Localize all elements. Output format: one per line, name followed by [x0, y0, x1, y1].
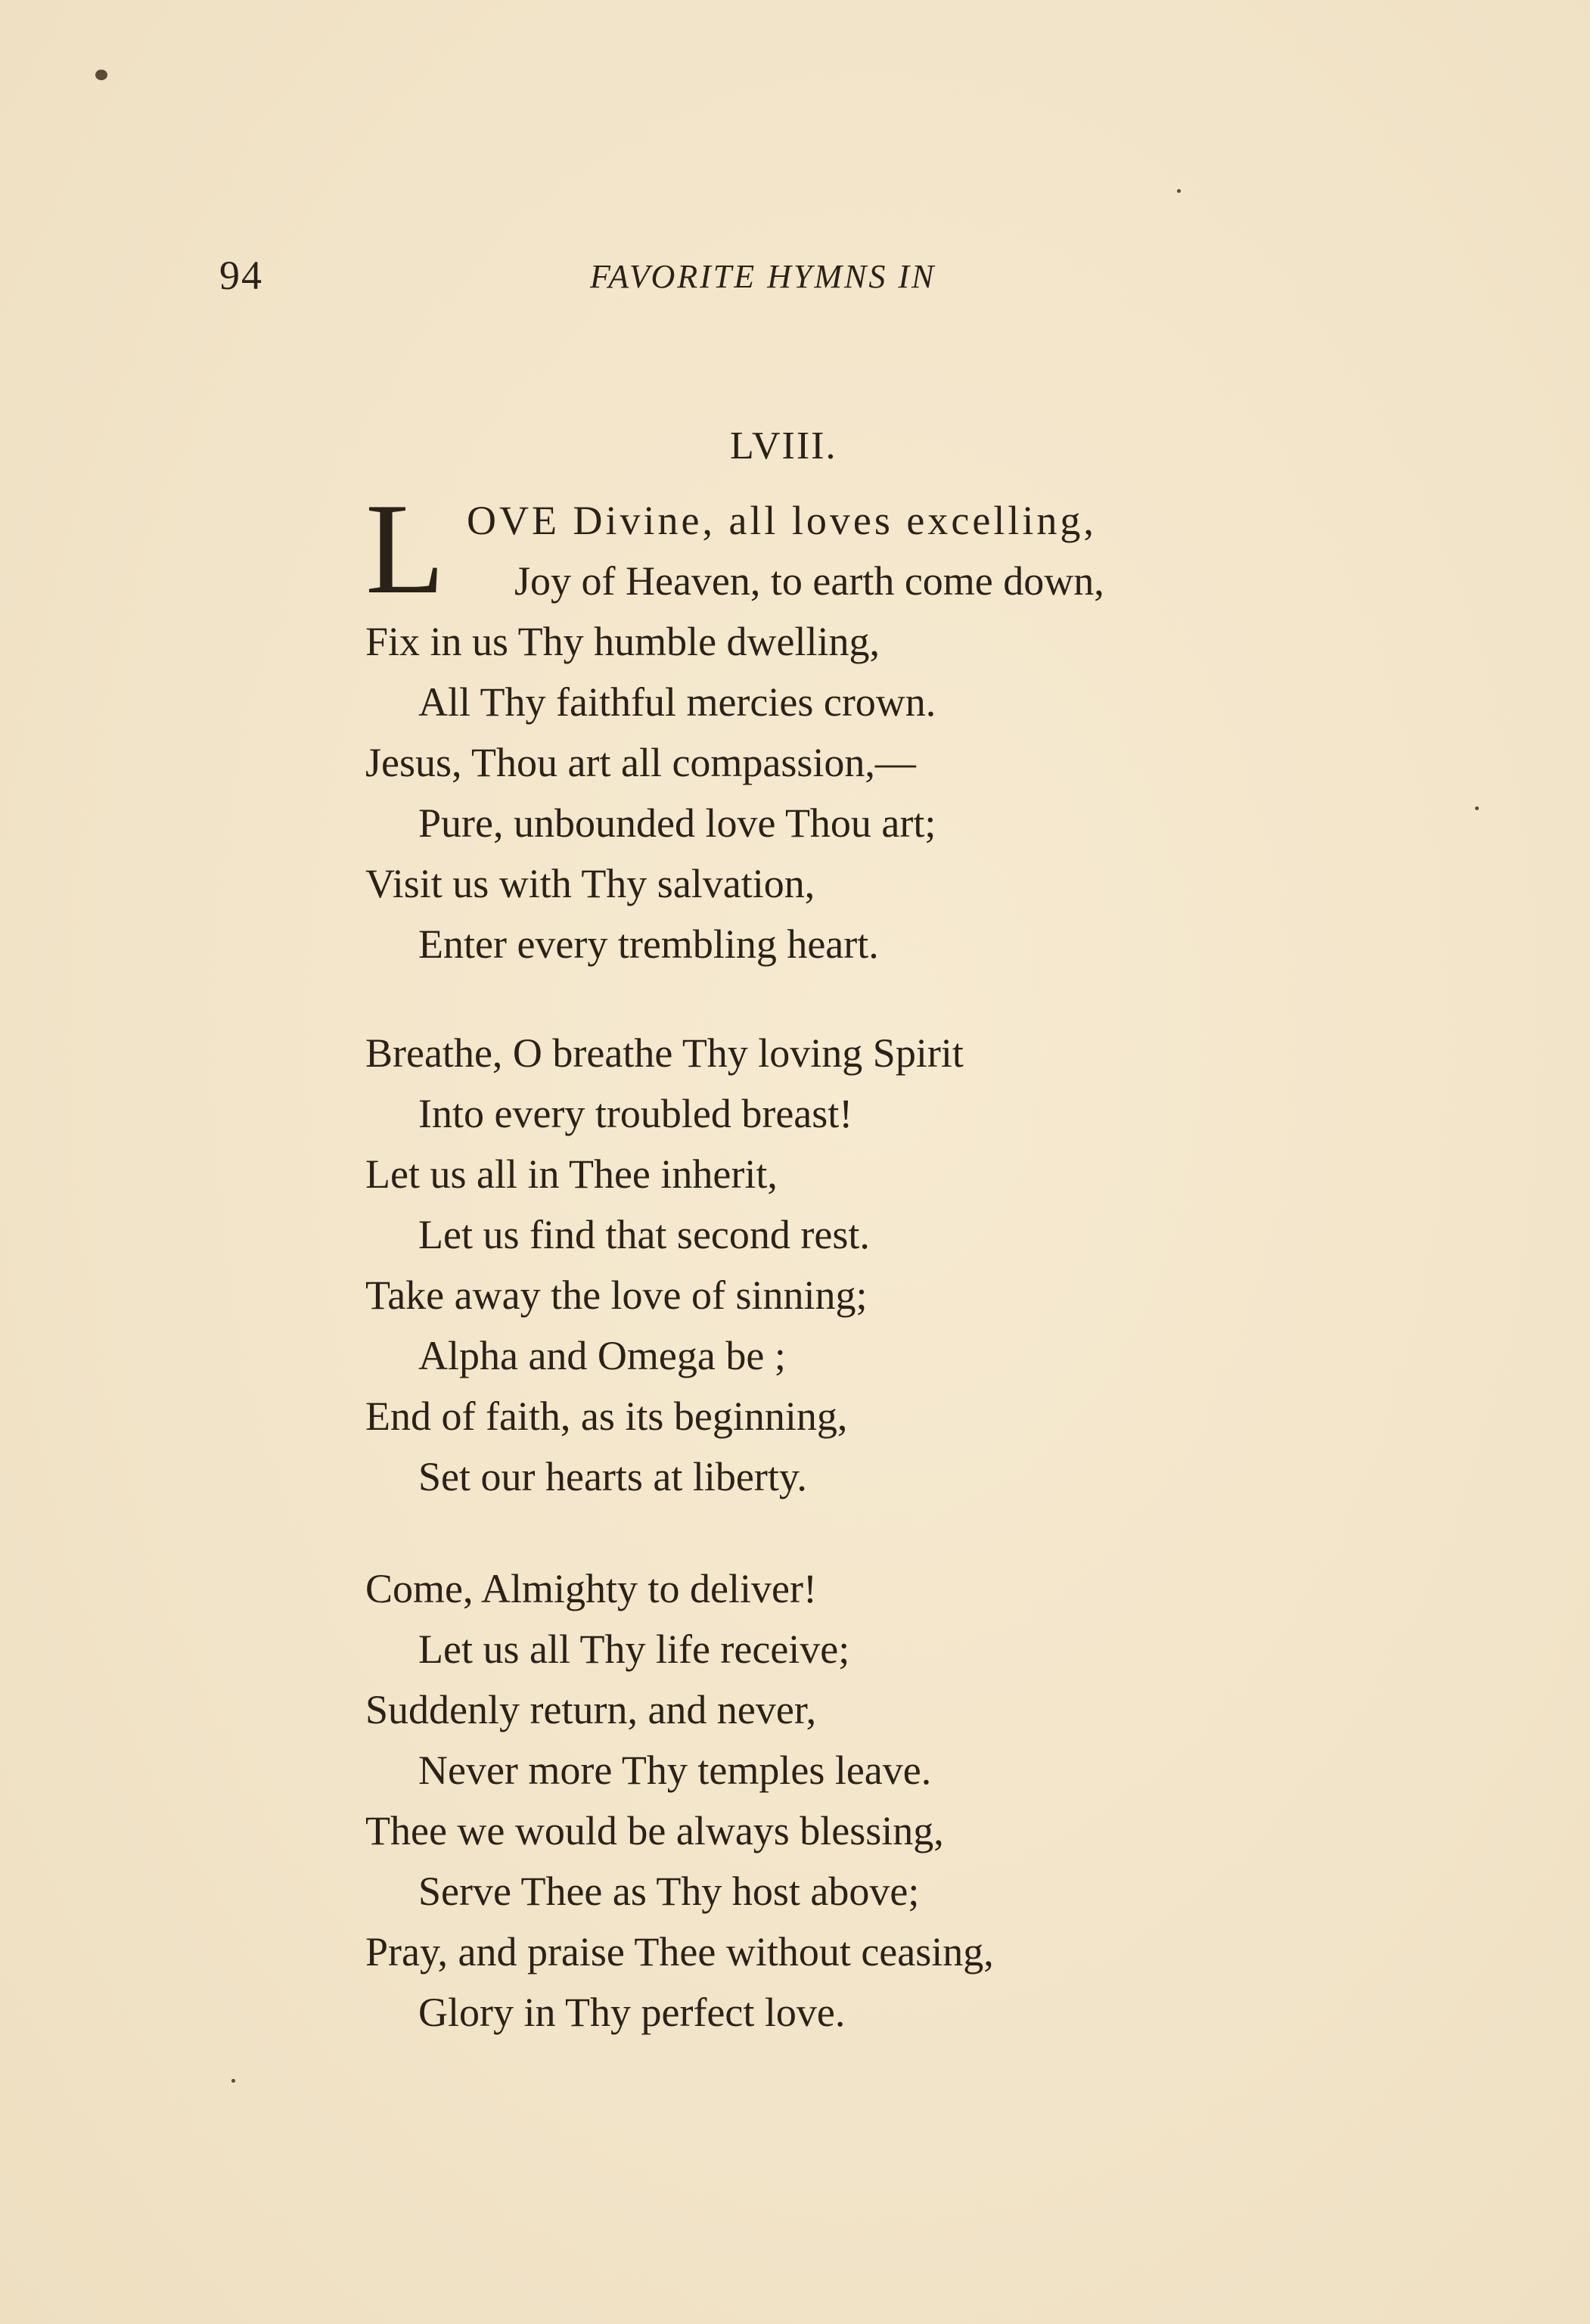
verse-line: Visit us with Thy salvation,	[365, 861, 815, 906]
verse-line: Serve Thee as Thy host above;	[418, 1869, 920, 1914]
verse-line: Pure, unbounded love Thou art;	[418, 800, 936, 846]
verse-line: Set our hearts at liberty.	[418, 1454, 807, 1499]
verse-line: Never more Thy temples leave.	[418, 1748, 932, 1793]
verse-line: Suddenly return, and never,	[365, 1687, 817, 1732]
stanza-3	[365, 1558, 994, 2043]
ink-speck	[1177, 189, 1181, 193]
verse-line: Let us all Thy life receive;	[418, 1626, 850, 1672]
verse-line: All Thy faithful mercies crown.	[418, 679, 936, 725]
hymn-number: LVIII.	[730, 424, 837, 468]
verse-line: Joy of Heaven, to earth come down,	[514, 558, 1104, 604]
drop-cap: L	[365, 477, 446, 621]
verse-line: Into every troubled breast!	[418, 1091, 853, 1136]
verse-line: Fix in us Thy humble dwelling,	[365, 619, 880, 664]
page-number: 94	[219, 253, 263, 298]
verse-line: Alpha and Omega be ;	[418, 1333, 786, 1378]
verse-line	[467, 490, 1097, 551]
verse-line: Glory in Thy perfect love.	[418, 1990, 846, 2035]
verse-line: Enter every trembling heart.	[418, 921, 879, 967]
verse-line: Let us find that second rest.	[418, 1212, 870, 1257]
verse-line: Jesus, Thou art all compassion,—	[365, 740, 916, 785]
verse-line: Pray, and praise Thee without ceasing,	[365, 1929, 994, 1974]
verse-line: Thee we would be always blessing,	[365, 1808, 944, 1853]
stanza-2	[365, 1023, 964, 1507]
verse-line: Let us all in Thee inherit,	[365, 1151, 778, 1197]
verse-line: Take away the love of sinning;	[365, 1272, 868, 1318]
verse-line: End of faith, as its beginning,	[365, 1393, 848, 1439]
verse-line-text: OVE Divine, all loves excelling,	[467, 498, 1097, 543]
ink-speck	[231, 2079, 235, 2083]
stanza-1	[365, 611, 936, 974]
verse-line: Come, Almighty to deliver!	[365, 1566, 817, 1611]
running-head: FAVORITE HYMNS IN	[590, 258, 936, 295]
ink-speck	[1475, 806, 1479, 810]
ink-speck	[95, 70, 107, 80]
verse-line: Breathe, O breathe Thy loving Spirit	[365, 1030, 964, 1076]
